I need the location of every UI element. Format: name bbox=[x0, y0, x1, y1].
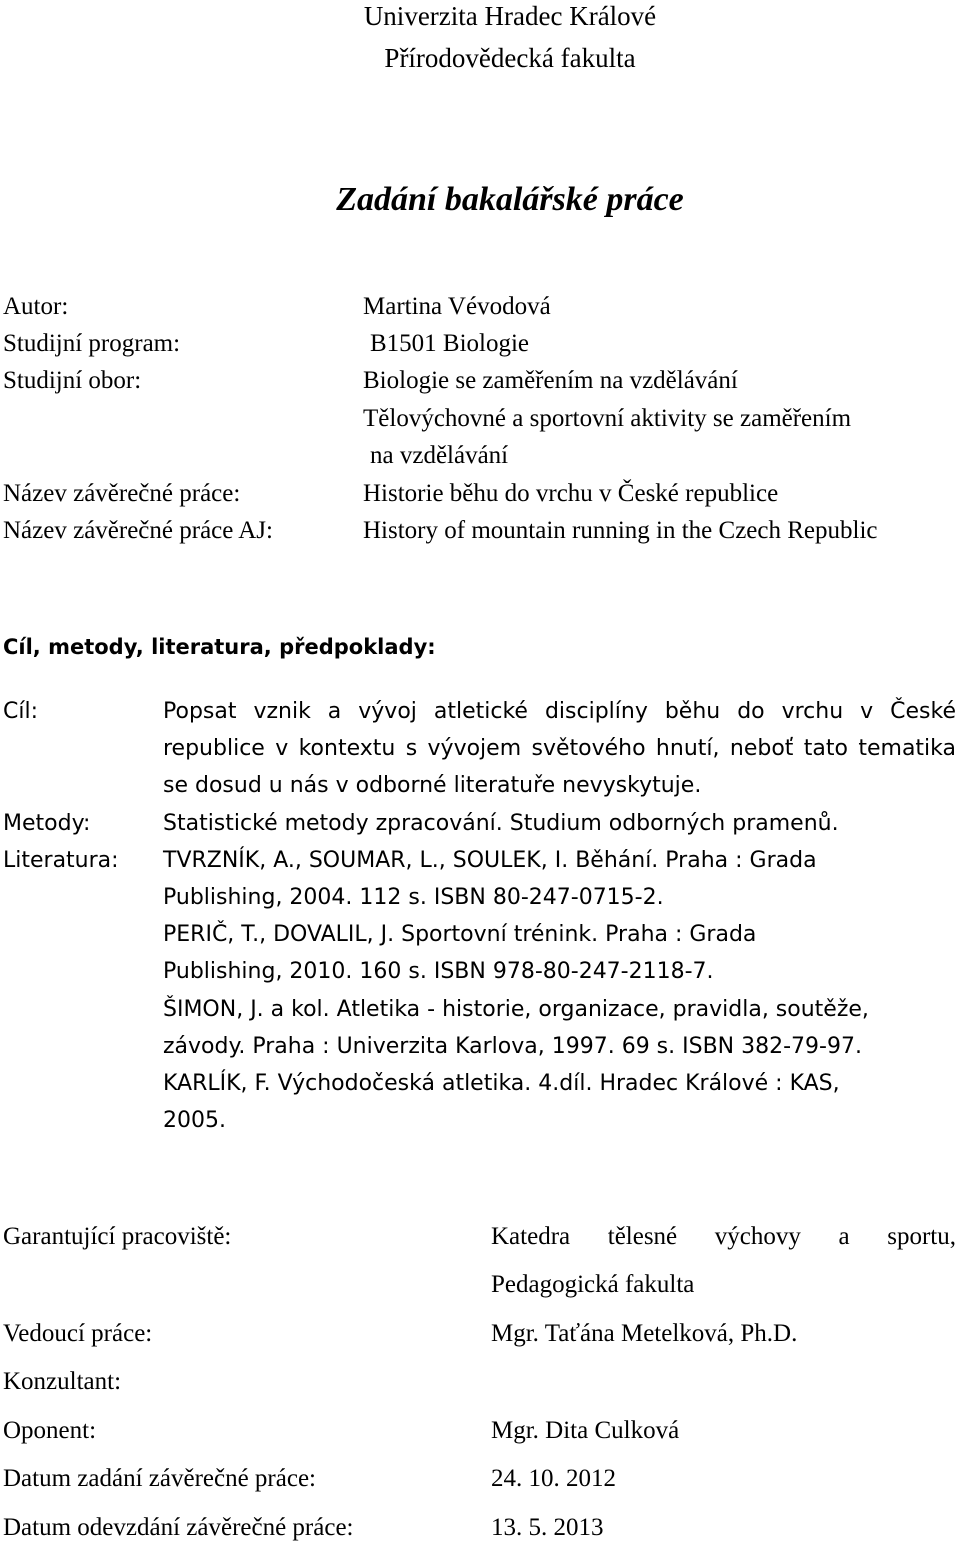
field-value: Biologie se zaměřením na vzdělávání bbox=[363, 367, 738, 394]
department-label: Garantující pracoviště: bbox=[3, 1223, 232, 1250]
thesis-title-en-value: History of mountain running in the Czech Republic bbox=[363, 517, 878, 544]
field-value-line2: Tělovýchovné a sportovní aktivity se zaměřením bbox=[363, 405, 852, 432]
field-label: Studijní obor: bbox=[3, 367, 142, 394]
literature-line: Publishing, 2004. 112 s. ISBN 80-247-0715-2. bbox=[163, 885, 664, 910]
consultant-label: Konzultant: bbox=[3, 1368, 122, 1395]
supervisor-value: Mgr. Taťána Metelková, Ph.D. bbox=[491, 1320, 798, 1347]
faculty-name: Přírodovědecká fakulta bbox=[384, 43, 636, 73]
assigned-date-value: 24. 10. 2012 bbox=[491, 1465, 616, 1492]
literature-line: 2005. bbox=[163, 1108, 226, 1133]
author-label: Autor: bbox=[3, 293, 69, 320]
submitted-date-label: Datum odevzdání závěrečné práce: bbox=[3, 1514, 354, 1541]
goal-line-1: Popsat vznik a vývoj atletické disciplíny běhu do vrchu v České bbox=[163, 699, 956, 724]
literature-line: KARLÍK, F. Východočeská atletika. 4.díl. Hradec Králové : KAS, bbox=[163, 1071, 840, 1096]
author-value: Martina Vévodová bbox=[363, 293, 551, 320]
submitted-date-value: 13. 5. 2013 bbox=[491, 1514, 604, 1541]
thesis-title-value: Historie běhu do vrchu v České republice bbox=[363, 480, 779, 507]
thesis-title-en-label: Název závěrečné práce AJ: bbox=[3, 517, 273, 544]
opponent-value: Mgr. Dita Culková bbox=[491, 1417, 680, 1444]
program-value: B1501 Biologie bbox=[370, 330, 530, 357]
supervisor-label: Vedoucí práce: bbox=[3, 1320, 153, 1347]
university-name: Univerzita Hradec Králové bbox=[363, 1, 657, 31]
thesis-title-label: Název závěrečné práce: bbox=[3, 480, 241, 507]
goal-line-2: republice v kontextu s vývojem světového hnutí, neboť tato tematika bbox=[163, 736, 956, 761]
section-heading: Cíl, metody, literatura, předpoklady: bbox=[3, 635, 436, 659]
department-value-line2: Pedagogická fakulta bbox=[491, 1271, 695, 1298]
goal-label: Cíl: bbox=[3, 699, 38, 724]
methods-text: Statistické metody zpracování. Studium odborných pramenů. bbox=[163, 811, 839, 836]
literature-line: TVRZNÍK, A., SOUMAR, L., SOULEK, I. Běhání. Praha : Grada bbox=[163, 848, 817, 873]
goal-line-3: se dosud u nás v odborné literatuře nevyskytuje. bbox=[163, 773, 702, 798]
assigned-date-label: Datum zadání závěrečné práce: bbox=[3, 1465, 316, 1492]
methods-label: Metody: bbox=[3, 811, 91, 836]
literature-label: Literatura: bbox=[3, 848, 119, 873]
opponent-label: Oponent: bbox=[3, 1417, 97, 1444]
field-value-line3: na vzdělávání bbox=[370, 442, 509, 469]
literature-line: Publishing, 2010. 160 s. ISBN 978-80-247-2118-7. bbox=[163, 959, 714, 984]
literature-line: ŠIMON, J. a kol. Atletika - historie, organizace, pravidla, soutěže, bbox=[163, 997, 869, 1022]
literature-line: závody. Praha : Univerzita Karlova, 1997. 69 s. ISBN 382-79-97. bbox=[163, 1034, 862, 1059]
literature-line: PERIČ, T., DOVALIL, J. Sportovní trénink. Praha : Grada bbox=[163, 922, 757, 947]
document-title: Zadání bakalářské práce bbox=[336, 181, 684, 218]
department-value: Katedra tělesné výchovy a sportu, bbox=[491, 1223, 956, 1250]
program-label: Studijní program: bbox=[3, 330, 181, 357]
